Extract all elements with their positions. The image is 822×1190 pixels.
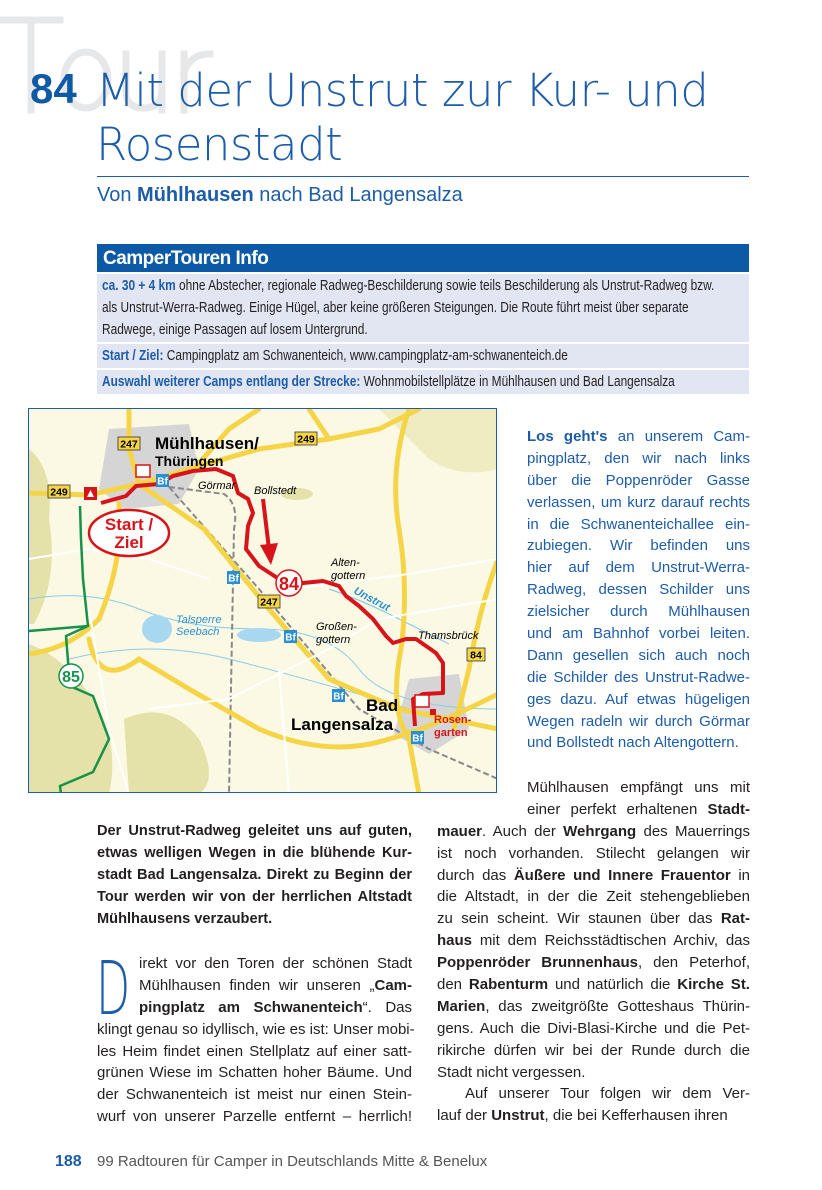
emphasis: Äußere und Innere Frauentor: [513, 866, 731, 884]
book-title: 99 Radtouren für Camper in Deutschlands Mitte & Benelux: [97, 1153, 488, 1170]
subtitle-post: nach Bad Langensalza: [253, 184, 463, 206]
text-line: durch das Äußere und Innere Frauentor in: [437, 866, 750, 884]
intro-column-text: [527, 426, 750, 754]
text-line: und Bollstedt nach Altengottern.: [527, 734, 739, 752]
emphasis: Stadt-: [707, 800, 750, 818]
title-divider: [97, 176, 749, 177]
route-map: [28, 408, 497, 793]
text-line: grünen Wiese im Schatten hoher Bäume. Und: [97, 1064, 412, 1082]
map-label-goermar: Görmar: [198, 480, 236, 492]
text-line: Wegen radeln wir durch Görmar: [527, 712, 750, 730]
lead-paragraph: [97, 821, 412, 930]
distance-label: ca. 30 + 4 km: [102, 278, 176, 294]
drop-cap: D: [96, 946, 131, 1032]
text-line: zu sein scheint. Wir staunen über das Rat-: [437, 910, 750, 928]
emphasis: Poppenröder Brunnenhaus: [437, 954, 638, 972]
station-icon: Bf: [157, 476, 168, 488]
map-label-thamsbrueck: Thamsbrück: [418, 630, 479, 642]
map-label-altengottern: Alten-: [331, 557, 360, 569]
text-line: den Rabenturm und natürlich die Kirche St.: [437, 976, 750, 994]
map-label-talsperre: Talsperre: [176, 614, 222, 626]
tour-85-marker-label: 85: [62, 669, 80, 686]
subtitle-pre: Von: [97, 184, 138, 206]
text-line: gens. Auch die Divi-Blasi-Kirche und die Pet-: [437, 1019, 750, 1037]
text-line: Radweg, dessen Schilder uns: [527, 581, 750, 599]
map-label-bad: Bad: [366, 696, 399, 715]
text-line: Auf unserer Tour folgen wir dem Ver-: [465, 1085, 750, 1103]
text-line: der Schwanenteich ist meist nur einen Stein-: [97, 1086, 412, 1104]
text-line: einer perfekt erhaltenen Stadt-: [527, 800, 750, 818]
text-line: pingplatz am Schwanenteich“. Das: [139, 998, 412, 1016]
emphasis: Rabenturm: [468, 976, 549, 994]
emphasis: Wehrgang: [563, 822, 637, 840]
map-label-muehlhausen: Mühlhausen/: [155, 434, 259, 453]
camps-value: Wohnmobilstellplätze in Mühlhausen und Bad Langensalza: [360, 374, 675, 390]
text-line: Stadt nicht vergessen.: [437, 1063, 586, 1081]
station-icon: Bf: [412, 733, 423, 745]
start-label: Start / Ziel:: [102, 348, 164, 364]
map-label-rosengarten: garten: [434, 727, 468, 739]
text-line: Marien, das zweitgrößte Gotteshaus Thürin-: [437, 997, 750, 1015]
station-icon: Bf: [333, 691, 344, 703]
station-icon: Bf: [228, 573, 239, 585]
text-line: haus mit dem Reichsstädtischen Archiv, das: [437, 932, 750, 950]
info-start: [97, 344, 749, 368]
text-line: irekt vor den Toren der schönen Stadt: [139, 955, 412, 972]
map-label-ziel: Ziel: [114, 533, 144, 552]
text-line: hier auf dem Unstrut-Werra-: [527, 559, 750, 577]
lake: [237, 628, 281, 642]
map-label-start: Start /: [104, 515, 154, 534]
page-title-line2: Rosenstadt: [96, 118, 343, 171]
road-badge-249: 249: [297, 433, 315, 446]
text-line: Tour werden wir von der herrlichen Altstadt: [97, 888, 412, 905]
subtitle-start-town: Mühlhausen: [137, 184, 254, 206]
map-label-rosengarten: Rosen-: [434, 714, 472, 726]
info-line: [102, 371, 675, 393]
emphasis: mauer: [437, 822, 483, 840]
page-number: 188: [55, 1153, 82, 1170]
motorhome-icon: [415, 695, 429, 707]
station-icon: Bf: [285, 632, 296, 644]
text-line: rikirche dürfen wir bei der Runde durch die: [437, 1041, 750, 1059]
page-title-line1: Mit der Unstrut zur Kur- und: [96, 64, 709, 117]
tour-84-marker-label: 84: [278, 574, 300, 594]
info-line: als Unstrut-Werra-Radweg. Einige Hügel, aber keine größeren Steigungen. Die Route führt meist über separate: [102, 300, 689, 316]
text-line: lauf der Unstrut, die bei Kefferhausen ihren: [437, 1107, 728, 1125]
map-label-altengottern: gottern: [331, 570, 366, 582]
road-badge-247: 247: [120, 438, 138, 451]
info-distance: [97, 274, 749, 342]
emphasis: haus: [437, 932, 473, 950]
text-line: Mühlhausen empfängt uns mit: [527, 779, 750, 796]
start-value: Campingplatz am Schwanenteich, www.campingplatz-am-schwanenteich.de: [163, 348, 568, 364]
road-badge-247: 247: [260, 596, 278, 609]
road-badge-84: 84: [470, 649, 482, 662]
emphasis: Kirche St.: [677, 976, 750, 994]
text-line: Der Unstrut-Radweg geleitet uns auf guten,: [97, 823, 412, 839]
emphasis: Unstrut: [491, 1107, 545, 1125]
emphasis: Los geht's: [527, 428, 608, 445]
text-line: zielsicher durch Mühlhausen: [527, 603, 750, 621]
text-line: etwas welligen Wegen in die blühende Kur-: [97, 844, 412, 861]
info-camps: [97, 370, 749, 394]
tour-number: 84: [30, 65, 77, 112]
text-line: Mühlhausens verzaubert.: [97, 910, 273, 927]
text-line: klingt genau so idyllisch, wie es ist: Unser mobi-: [97, 1020, 415, 1038]
text-line: und am Bahnhof vorbei leiten.: [527, 625, 750, 643]
text-line: über die Poppenröder Gasse: [527, 471, 750, 489]
text-line: verlassen, um kurz darauf rechts: [527, 493, 750, 511]
emphasis: Marien: [437, 997, 486, 1015]
lake-seebach: [142, 615, 172, 643]
text-line: stadt Bad Langensalza. Direkt zu Beginn der: [97, 866, 412, 883]
text-line: die Altstadt, in der die Zeit stehengeblieben: [437, 888, 750, 906]
map-label-unstrut: Unstrut: [351, 585, 392, 615]
route-map-svg: [29, 409, 497, 793]
text-line: ist noch vorhanden. Stilecht gelangen wir: [437, 844, 750, 862]
right-column-text: [437, 777, 750, 1127]
emphasis: Cam-: [374, 976, 412, 994]
info-line: Radwege, einige Passagen auf losem Untergrund.: [102, 322, 368, 338]
map-label-langensalza: Langensalza: [291, 715, 394, 734]
distance-text: ohne Abstecher, regionale Radweg-Beschilderung sowie teils Beschilderung als Unstrut-Radweg bzw.: [175, 278, 715, 294]
motorhome-icon: [136, 465, 150, 477]
subtitle: [97, 184, 463, 207]
text-line: zubiegen. Wir befinden uns: [527, 537, 750, 555]
text-line: mauer. Auch der Wehrgang des Mauerrings: [437, 822, 750, 840]
info-line: [102, 345, 628, 367]
camps-label: Auswahl weiterer Camps entlang der Strecke:: [102, 374, 361, 390]
emphasis: Rat-: [720, 910, 750, 928]
text-line: Dann gesellen sich auch noch: [527, 646, 750, 664]
text-line: Los geht's an unserem Cam-: [527, 428, 750, 445]
info-line: [102, 275, 715, 297]
map-label-seebach: Seebach: [176, 626, 220, 638]
map-label-thueringen: Thüringen: [155, 453, 224, 469]
text-line: pingplatz, den wir nach links: [527, 449, 750, 467]
text-line: ges dazu. Auf etwas hügeligen: [527, 690, 750, 708]
text-line: die Schilder des Unstrut-Radwe-: [527, 668, 750, 686]
map-label-bollstedt: Bollstedt: [254, 485, 297, 497]
info-box-heading: CamperTouren Info: [97, 244, 749, 272]
text-line: Poppenröder Brunnenhaus, den Peterhof,: [437, 954, 750, 972]
left-column-text: [96, 946, 415, 1128]
text-line: les Heim findet einen Stellplatz auf einer satt-: [97, 1042, 412, 1060]
text-line: wurf von unserer Parzelle entfernt – herrlich!: [97, 1108, 412, 1126]
text-line: in die Schwanenteichallee ein-: [527, 515, 750, 533]
road-badge-249: 249: [50, 486, 68, 499]
map-label-grossengottern: Großen-: [316, 621, 357, 633]
text-line: Mühlhausen finden wir unseren „Cam-: [139, 976, 412, 994]
map-label-grossengottern: gottern: [316, 634, 351, 646]
emphasis: pingplatz am Schwanenteich: [139, 998, 363, 1016]
info-box: [97, 244, 749, 394]
